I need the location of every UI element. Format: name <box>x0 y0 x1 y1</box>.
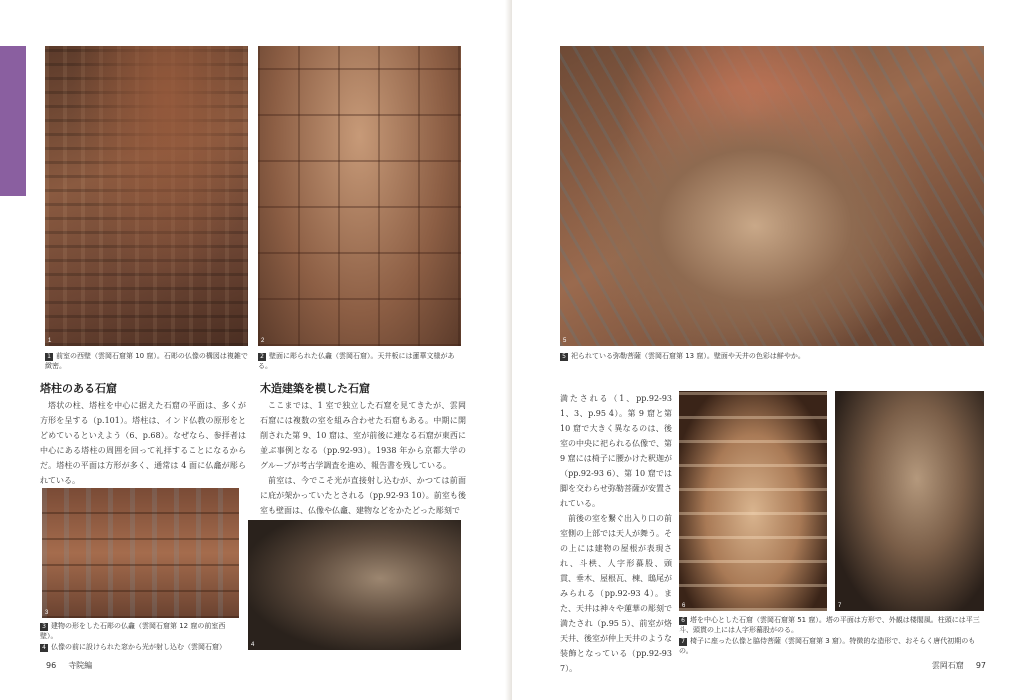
photo-number: 7 <box>838 603 842 609</box>
photo-4-light-through-window <box>248 520 461 650</box>
section-body-pagoda-pillar: 塔状の柱、塔柱を中心に据えた石窟の平面は、多くが方形を呈する（p.101）。塔柱は、インド仏教の原形をとどめているといえよう（6、p.68）。なぜなら、参拝者は中心にある塔柱の周囲を回って礼拝することになるからだ。塔柱の平面は方形が多く、通常は 4 面に仏龕が彫られている。 <box>40 401 246 485</box>
page-number: 97 <box>975 661 986 670</box>
photo-2-wall-niches <box>258 46 461 346</box>
caption-5: 5 祀られている弥勒菩薩（雲岡石窟第 13 窟）。壁面や天井の色彩は鮮やか。 <box>560 351 984 361</box>
section-body-wooden-architecture: ここまでは、1 室で独立した石窟を見てきたが、雲岡石窟には複数の室を組み合わせた石窟もある。中期に開削された第 9、10 窟は、室が前後に連なる石窟が東西に並ぶ事例となる（pp.92-93）。1938 年から京都大学のグループが考古学調査を進め、報告書を残している。 前室は、今でこそ光が直接射し込むが、かつては前面に庇が架かっていたとされる（pp.92-93 10）。前室も後室も壁面は、仏像や仏龕、建物などをかたどった彫刻で <box>260 401 466 515</box>
photo-3-building-shaped-niche <box>42 488 239 618</box>
photo-6-pagoda-cave <box>679 391 827 611</box>
page-number: 96 <box>46 661 57 670</box>
right-body-text: 満たされる（1、pp.92-93 1、3、p.95 4）。第 9 窟と第 10 窟で大きく異なるのは、後室の中央に祀られる仏像で、第 9 窟には椅子に腰かけた釈迦が（pp.92-93 6）、第 10 窟では脚を交わらせ弥勒菩薩が安置されている。 前後の室を繋ぐ出入り口の前室側の上部では天人が舞う。その上には建物の屋根が表現され、斗栱、人字形蟇股、頭貫、垂木、屋根瓦、棟、鴟尾がみられる（pp.92-93 4）。また、天井は神々や蓮華の彫刻で満たされ（p.95 5）、前室が烙天井、後室が仲上天井のような装飾となっている（pp.92-93 7）。 <box>560 394 672 673</box>
caption-7: 7 椅子に座った仏像と脇侍菩薩（雲岡石窟第 3 窟）。特徴的な造形で、おそらく唐代初期のもの。 <box>679 637 976 655</box>
running-section: 雲岡石窟 <box>931 661 964 670</box>
section-heading-pagoda-pillar: 塔柱のある石窟 <box>40 382 117 395</box>
photo-number: 3 <box>45 610 49 616</box>
photo-5-maitreya-bodhisattva <box>560 46 984 346</box>
photo-number: 1 <box>48 338 52 344</box>
right-page <box>512 0 1024 700</box>
photo-1-west-wall <box>45 46 248 346</box>
photo-7-seated-buddha <box>835 391 984 611</box>
folio-right <box>926 660 992 671</box>
section-heading-wooden-architecture: 木造建築を模した石窟 <box>260 382 370 395</box>
photo-number: 5 <box>563 338 567 344</box>
caption-1: 1 前室の西壁（雲岡石窟第 10 窟）。石彫の仏像の構図は複雑で緻密。 <box>45 352 248 370</box>
caption-6: 6 塔を中心とした石窟（雲岡石窟第 51 窟）。塔の平面は方形で、外観は楼閣風。柱頭には平三斗、頭貫の上には人字形蟇股がのる。 <box>679 616 980 634</box>
photo-number: 4 <box>251 642 255 648</box>
folio-left <box>40 660 98 671</box>
caption-3: 3 建物の形をした石彫の仏龕（雲岡石窟第 12 窟の前室西壁）。 <box>40 622 226 640</box>
running-section: 寺院編 <box>68 661 93 670</box>
caption-2: 2 壁面に彫られた仏龕（雲岡石窟）。天井板には蓮華文様がある。 <box>258 352 455 370</box>
photo-number: 2 <box>261 338 265 344</box>
caption-4: 4 仏像の前に設けられた窓から光が射し込む（雲岡石窟） <box>40 642 246 652</box>
photo-number: 6 <box>682 603 686 609</box>
chapter-color-tab <box>0 46 26 196</box>
